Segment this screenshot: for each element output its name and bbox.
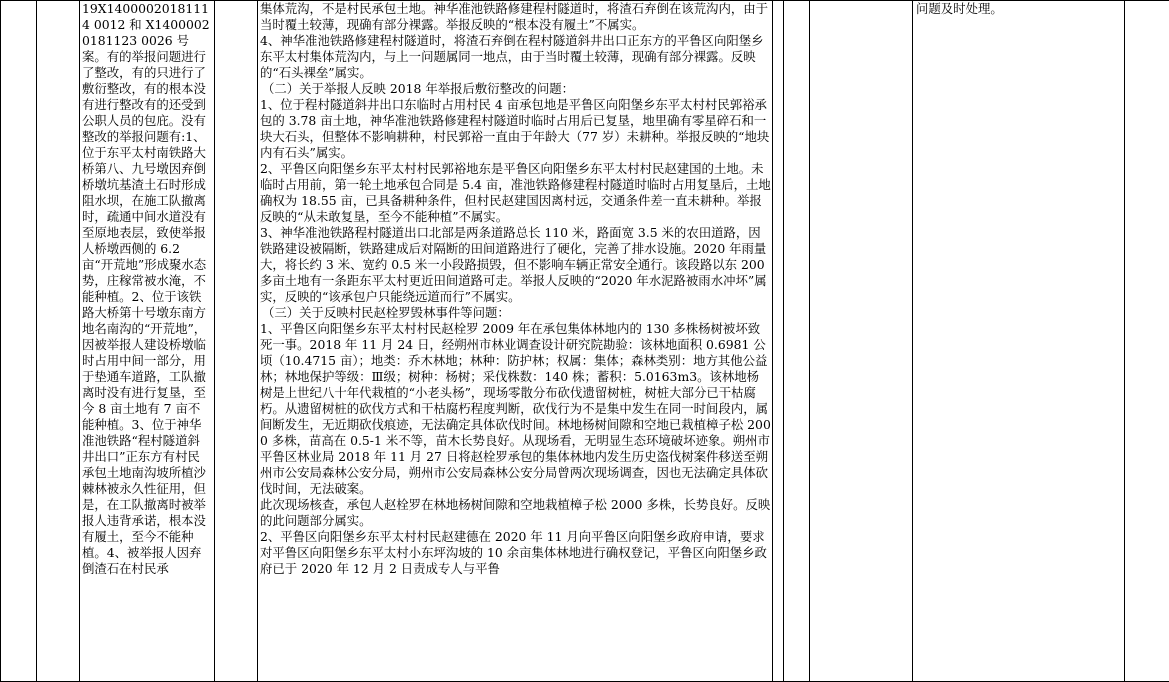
empty-cell-3 <box>215 1 258 682</box>
paragraph: （二）关于举报人反映 2018 年举报后敷衍整改的问题： <box>262 81 575 96</box>
paragraph: 2、平鲁区向阳堡乡东平太村村民郭裕地东是平鲁区向阳堡乡东平太村村民赵建国的土地。未临时占用前，第一轮土地承包合同是 5.4 亩，准池铁路修建程村隧道时临时占用复垦后，土地确权为 18.55 亩，已具备耕种条件，但村民赵建国因离村远，交通条件差一直未耕种。举报反映的“从未敢复垦，至今不能种植”不属实。 <box>260 161 771 224</box>
paragraph: 集体荒沟，不是村民承包土地。神华准池铁路修建程村隧道时，将渣石弃倒在该荒沟内，由于当时覆土较薄，现确有部分裸露。举报反映的“根本没有履土”不属实。 <box>260 1 769 32</box>
paragraph: 此次现场核查，承包人赵栓罗在林地杨树间隙和空地栽植樟子松 2000 多株，长势良好。反映的此问题部分属实。 <box>260 497 771 528</box>
empty-cell-1 <box>1 1 37 682</box>
verification-result-cell <box>258 1 773 682</box>
empty-cell-7 <box>1125 1 1169 682</box>
paragraph: 1、平鲁区向阳堡乡东平太村村民赵栓罗 2009 年在承包集体林地内的 130 多株杨树被坏致死一事。2018 年 11 月 24 日，经朔州市林业调查设计研究院勘验：该林地面积 0.6981 公顷（10.4715 亩）；地类：乔木林地；林种：防护林；权属：集体；森林类别：地方其他公益林；林地保护等级：Ⅲ级；树种：杨树；采伐株数：140 株；蓄积：5.0163m3。该林地杨树是上世纪八十年代栽植的“小老头杨”，现场零散分布砍伐遗留树桩，树桩大部分已干枯腐朽。从遗留树桩的砍伐方式和干枯腐朽程度判断，砍伐行为不是集中发生在同一时间段内，属间断发生，无近期砍伐痕迹，无法确定具体砍伐时间。林地杨树间隙和空地已栽植樟子松 2000 多株，苗高在 0.5-1 米不等，苗木长势良好。从现场看，无明显生态环境破坏迹象。朔州市平鲁区林业局 2018 年 11 月 27 日将赵栓罗承包的集体林地内发生历史盗伐树案件移送至朔州市公安局森林公安分局，朔州市公安局森林公安分局曾两次现场调查，因也无法确定具体砍伐时间，无法破案。 <box>260 321 771 496</box>
complaint-content-text: 19X14000020181114 0012 和 X14000020181123 0026 号案。有的举报问题进行了整改，有的只进行了敷衍整改，有的根本没有进行整改有的还受到公职人员的包庇。没有整改的举报问题有:1、位于东平太村南铁路大桥第八、九号墩因弃倒桥墩坑基渣土石时形成阻水坝，在施工队撤离时，疏通中间水道没有至原地表层，致使举报人桥墩西侧的 6.2 亩“开荒地”形成聚水态势，庄稼常被水淹，不能种植。2、位于该铁路大桥第十号墩东南方地名南沟的“开荒地”，因被举报人建设桥墩临时占用中间一部分，用于垫通车道路，工队撤离时没有进行复垦，至今 8 亩土地有 7 亩不能种植。3、位于神华准池铁路“程村隧道斜井出口”正东方有村民承包土地南沟坡所植沙棘林被永久性征用，但是，在工队撤离时被举报人违背承诺，根本没有履土，至今不能种植。4、被举报人因弃倒渣石在村民承 <box>82 1 210 576</box>
verification-result-text <box>258 1 772 577</box>
empty-cell-5 <box>784 1 810 682</box>
paragraph: 3、神华准池铁路程村隧道出口北部是两条道路总长 110 米，路面宽 3.5 米的农田道路，因铁路建设被隔断，铁路建成后对隔断的田间道路进行了硬化，完善了排水设施。2020 年雨量大，将长约 3 米、宽约 0.5 米一小段路损毁，但不影响车辆正常安全通行。该段路以东 200 多亩土地有一条距东平太村更近田间道路可走。举报人反映的“2020 年水泥路被雨水冲坏”属实，反映的“该承包户只能绕远道而行”不属实。 <box>260 225 767 304</box>
empty-cell-6 <box>810 1 913 682</box>
paragraph: 1、位于程村隧道斜井出口东临时占用村民 4 亩承包地是平鲁区向阳堡乡东平太村村民郭裕承包的 3.78 亩土地，神华准池铁路修建程村隧道时临时占用后已复垦，地里确有零星碎石和一块大石头，但整体不影响耕种，村民郭裕一直由于年龄大（77 岁）未耕种。举报反映的“地块内有石头”属实。 <box>260 97 770 160</box>
paragraph: （三）关于反映村民赵栓罗毁林事件等问题： <box>262 305 510 320</box>
empty-cell-4 <box>773 1 784 682</box>
paragraph: 2、平鲁区向阳堡乡东平太村村民赵建德在 2020 年 11 月向平鲁区向阳堡乡政府申请，要求对平鲁区向阳堡乡东平太村小东坪沟坡的 10 余亩集体林地进行确权登记，平鲁区向阳堡乡政府已于 2020 年 12 月 2 日责成专人与平鲁 <box>260 529 767 576</box>
handling-text: 问题及时处理。 <box>916 1 1003 16</box>
table-row <box>1 1 1169 682</box>
paragraph: 4、神华准池铁路修建程村隧道时，将渣石弃倒在程村隧道斜井出口正东方的平鲁区向阳堡乡东平太村集体荒沟内，与上一问题属同一地点，由于当时覆土较薄，现确有部分裸露。反映的“石头裸垒”属实。 <box>260 33 764 80</box>
empty-cell-2 <box>37 1 80 682</box>
handling-cell <box>913 1 1125 682</box>
complaint-content-cell <box>80 1 215 682</box>
